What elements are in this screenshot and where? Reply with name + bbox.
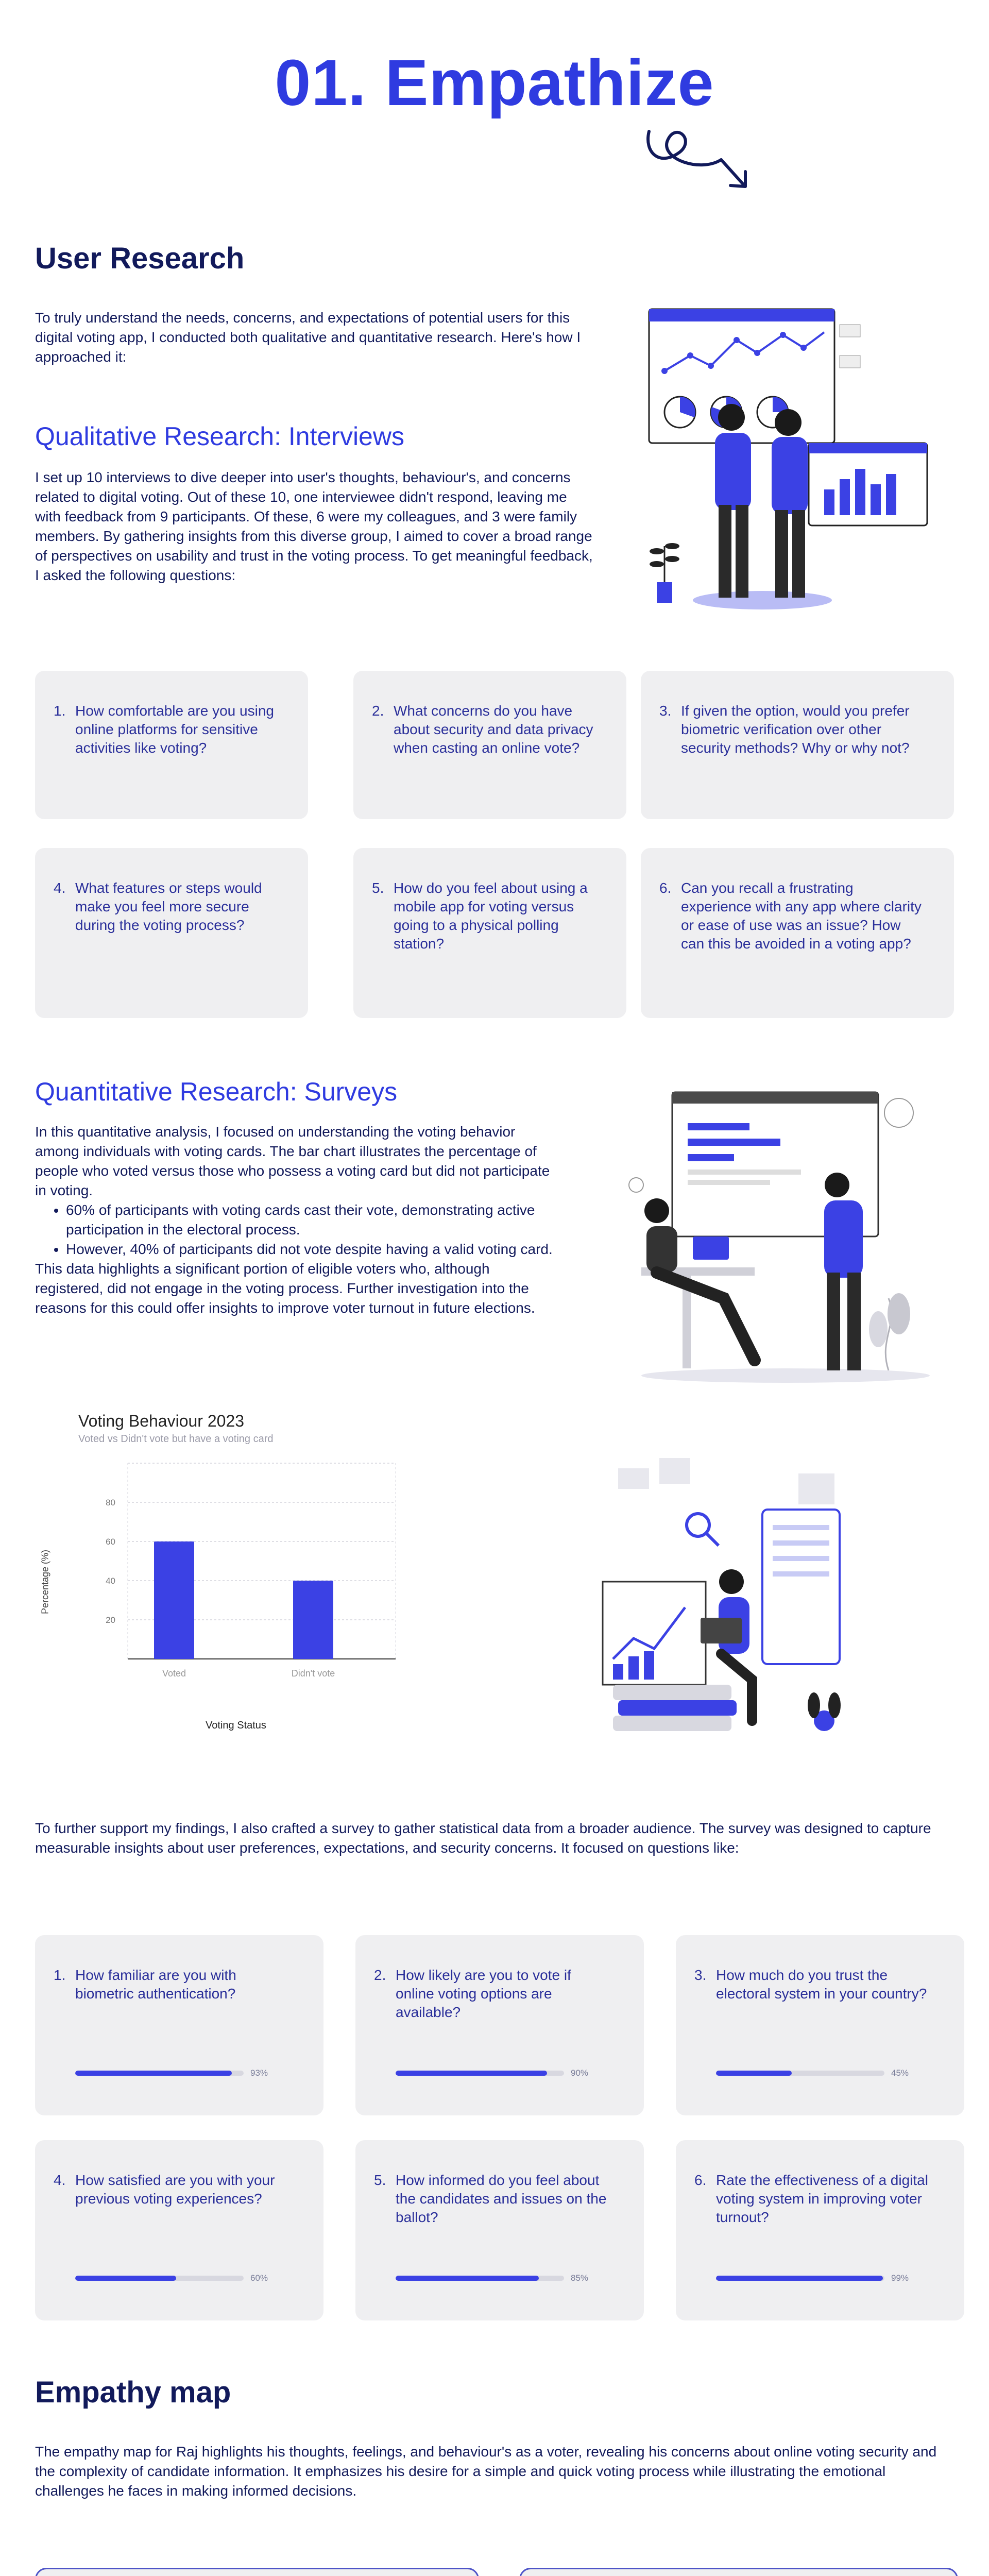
question-number: 6. xyxy=(659,880,672,896)
question-number: 1. xyxy=(54,703,66,719)
progress-bar xyxy=(396,2071,564,2076)
survey-card xyxy=(355,1935,644,2115)
chart-title: Voting Behaviour 2023 xyxy=(78,1412,245,1430)
progress-fill xyxy=(75,2071,232,2076)
progress-fill xyxy=(396,2276,539,2281)
progress-label: 85% xyxy=(571,2273,589,2283)
empathy-thinks-card xyxy=(519,2568,958,2576)
qualitative-heading: Qualitative Research: Interviews xyxy=(35,422,404,451)
quantitative-body-2: This data highlights a significant portion of eligible voters who, although registered, did not engage in the voting process. Further investigation into the reasons for this could offer insights to improve voter turnout in future elections. xyxy=(35,1261,535,1316)
x-tick-label: Voted xyxy=(162,1668,186,1679)
y-axis-label: Percentage (%) xyxy=(40,1549,50,1615)
progress-bar xyxy=(716,2071,884,2076)
finding-bullet: • However, 40% of participants did not vote despite having a valid voting card. xyxy=(66,1240,555,1259)
question-text: How satisfied are you with your previous voting experiences? xyxy=(75,2172,275,2207)
y-tick-label: 80 xyxy=(106,1498,115,1507)
y-tick-label: 40 xyxy=(106,1576,115,1586)
question-text: How comfortable are you using online platforms for sensitive activities like voting? xyxy=(75,703,274,756)
question-number: 5. xyxy=(374,2172,386,2188)
chart-bars xyxy=(154,1541,333,1659)
quantitative-body xyxy=(35,1122,555,1318)
progress-bar xyxy=(716,2276,884,2281)
progress-bar xyxy=(396,2276,564,2281)
progress-fill xyxy=(396,2071,547,2076)
question-number: 4. xyxy=(54,880,66,896)
question-number: 5. xyxy=(372,880,384,896)
quantitative-body-1: In this quantitative analysis, I focused on understanding the voting behavior among individuals with voting cards. The bar chart illustrates the percentage of people who voted versus those who possess a voting card but did not participate in voting. xyxy=(35,1124,550,1198)
question-text: Can you recall a frustrating experience with any app where clarity or ease of use was an issue? How can this be avoided in a voting app? xyxy=(681,880,922,952)
survey-card xyxy=(676,2140,964,2320)
voting-behaviour-chart xyxy=(35,1401,488,1762)
question-number: 3. xyxy=(694,1967,707,1983)
analytics-team-illustration xyxy=(634,304,932,618)
x-axis-label: Voting Status xyxy=(206,1720,266,1731)
question-text: Rate the effectiveness of a digital voting system in improving voter turnout? xyxy=(716,2172,928,2225)
question-text: How much do you trust the electoral system in your country? xyxy=(716,1967,927,2002)
question-text: How likely are you to vote if online voting options are available? xyxy=(396,1967,571,2020)
question-number: 4. xyxy=(54,2172,66,2188)
empathy-map-intro: The empathy map for Raj highlights his thoughts, feelings, and behaviour's as a voter, revealing his concerns about online voting security and the complexity of candidate information. It emphasizes his desire for a simple and quick voting process while illustrating the emotional challenges he faces in making informed decisions. xyxy=(35,2444,937,2499)
empathy-says-card xyxy=(35,2568,479,2576)
question-text: How informed do you feel about the candidates and issues on the ballot? xyxy=(396,2172,607,2225)
finding-bullet: • 60% of participants with voting cards cast their vote, demonstrating active participation in the electoral process. xyxy=(66,1200,555,1240)
progress-fill xyxy=(75,2276,176,2281)
progress-label: 45% xyxy=(891,2068,909,2078)
question-number: 6. xyxy=(694,2172,707,2188)
progress-bar xyxy=(75,2071,244,2076)
y-tick-label: 60 xyxy=(106,1537,115,1547)
user-research-intro: To truly understand the needs, concerns, and expectations of potential users for this digital voting app, I conducted both qualitative and quantitative research. Here's how I approached it: xyxy=(35,310,581,365)
survey-intro: To further support my findings, I also crafted a survey to gather statistical data from a broader audience. The survey was designed to capture measurable insights about user preferences, expectations, and security concerns. It focused on questions like: xyxy=(35,1820,931,1856)
question-text: How familiar are you with biometric authentication? xyxy=(75,1967,236,2002)
study-illustration xyxy=(582,1453,860,1741)
y-tick-label: 20 xyxy=(106,1615,115,1625)
question-text: What features or steps would make you feel more secure during the voting process? xyxy=(75,880,262,933)
question-text: What concerns do you have about security and data privacy when casting an online vote? xyxy=(394,703,593,756)
x-tick-label: Didn't vote xyxy=(291,1668,335,1679)
presentation-illustration xyxy=(621,1082,940,1391)
progress-label: 99% xyxy=(891,2273,909,2283)
question-text: How do you feel about using a mobile app for voting versus going to a physical polling station? xyxy=(394,880,588,952)
survey-card xyxy=(355,2140,644,2320)
chart-svg xyxy=(35,1443,488,1721)
progress-fill xyxy=(716,2071,792,2076)
progress-label: 90% xyxy=(571,2068,589,2078)
interview-card xyxy=(641,848,954,1018)
progress-bar xyxy=(75,2276,244,2281)
survey-card xyxy=(676,1935,964,2115)
interview-card xyxy=(35,848,308,1018)
interview-card xyxy=(353,671,626,819)
survey-card xyxy=(35,2140,323,2320)
interview-card xyxy=(35,671,308,819)
interview-card xyxy=(641,671,954,819)
chart-subtitle: Voted vs Didn't vote but have a voting card xyxy=(78,1433,274,1445)
page-title: 01. Empathize xyxy=(275,46,714,119)
qualitative-body: I set up 10 interviews to dive deeper into user's thoughts, behaviour's, and concerns related to digital voting. Out of these 10, one interviewee didn't respond, leaving me with feedback from 9 participants. Of these, 6 were my colleagues, and 3 were family members. By gathering insights from this diverse group, I aimed to cover a broad range of perspectives on usability and trust in the voting process. To get meaningful feedback, I asked the following questions: xyxy=(35,469,593,583)
scribble-arrow-icon xyxy=(639,111,757,193)
progress-label: 60% xyxy=(250,2273,268,2283)
question-number: 2. xyxy=(372,703,384,719)
user-research-heading: User Research xyxy=(35,242,245,275)
bar-2 xyxy=(293,1581,333,1659)
question-number: 3. xyxy=(659,703,672,719)
empathy-map-heading: Empathy map xyxy=(35,2376,231,2409)
interview-card xyxy=(353,848,626,1018)
question-text: If given the option, would you prefer biometric verification over other security methods? Why or why not? xyxy=(681,703,910,756)
progress-label: 93% xyxy=(250,2068,268,2078)
progress-fill xyxy=(716,2276,883,2281)
question-number: 1. xyxy=(54,1967,66,1983)
survey-card xyxy=(35,1935,323,2115)
quantitative-heading: Quantitative Research: Surveys xyxy=(35,1077,398,1106)
question-number: 2. xyxy=(374,1967,386,1983)
bar-1 xyxy=(154,1541,194,1659)
